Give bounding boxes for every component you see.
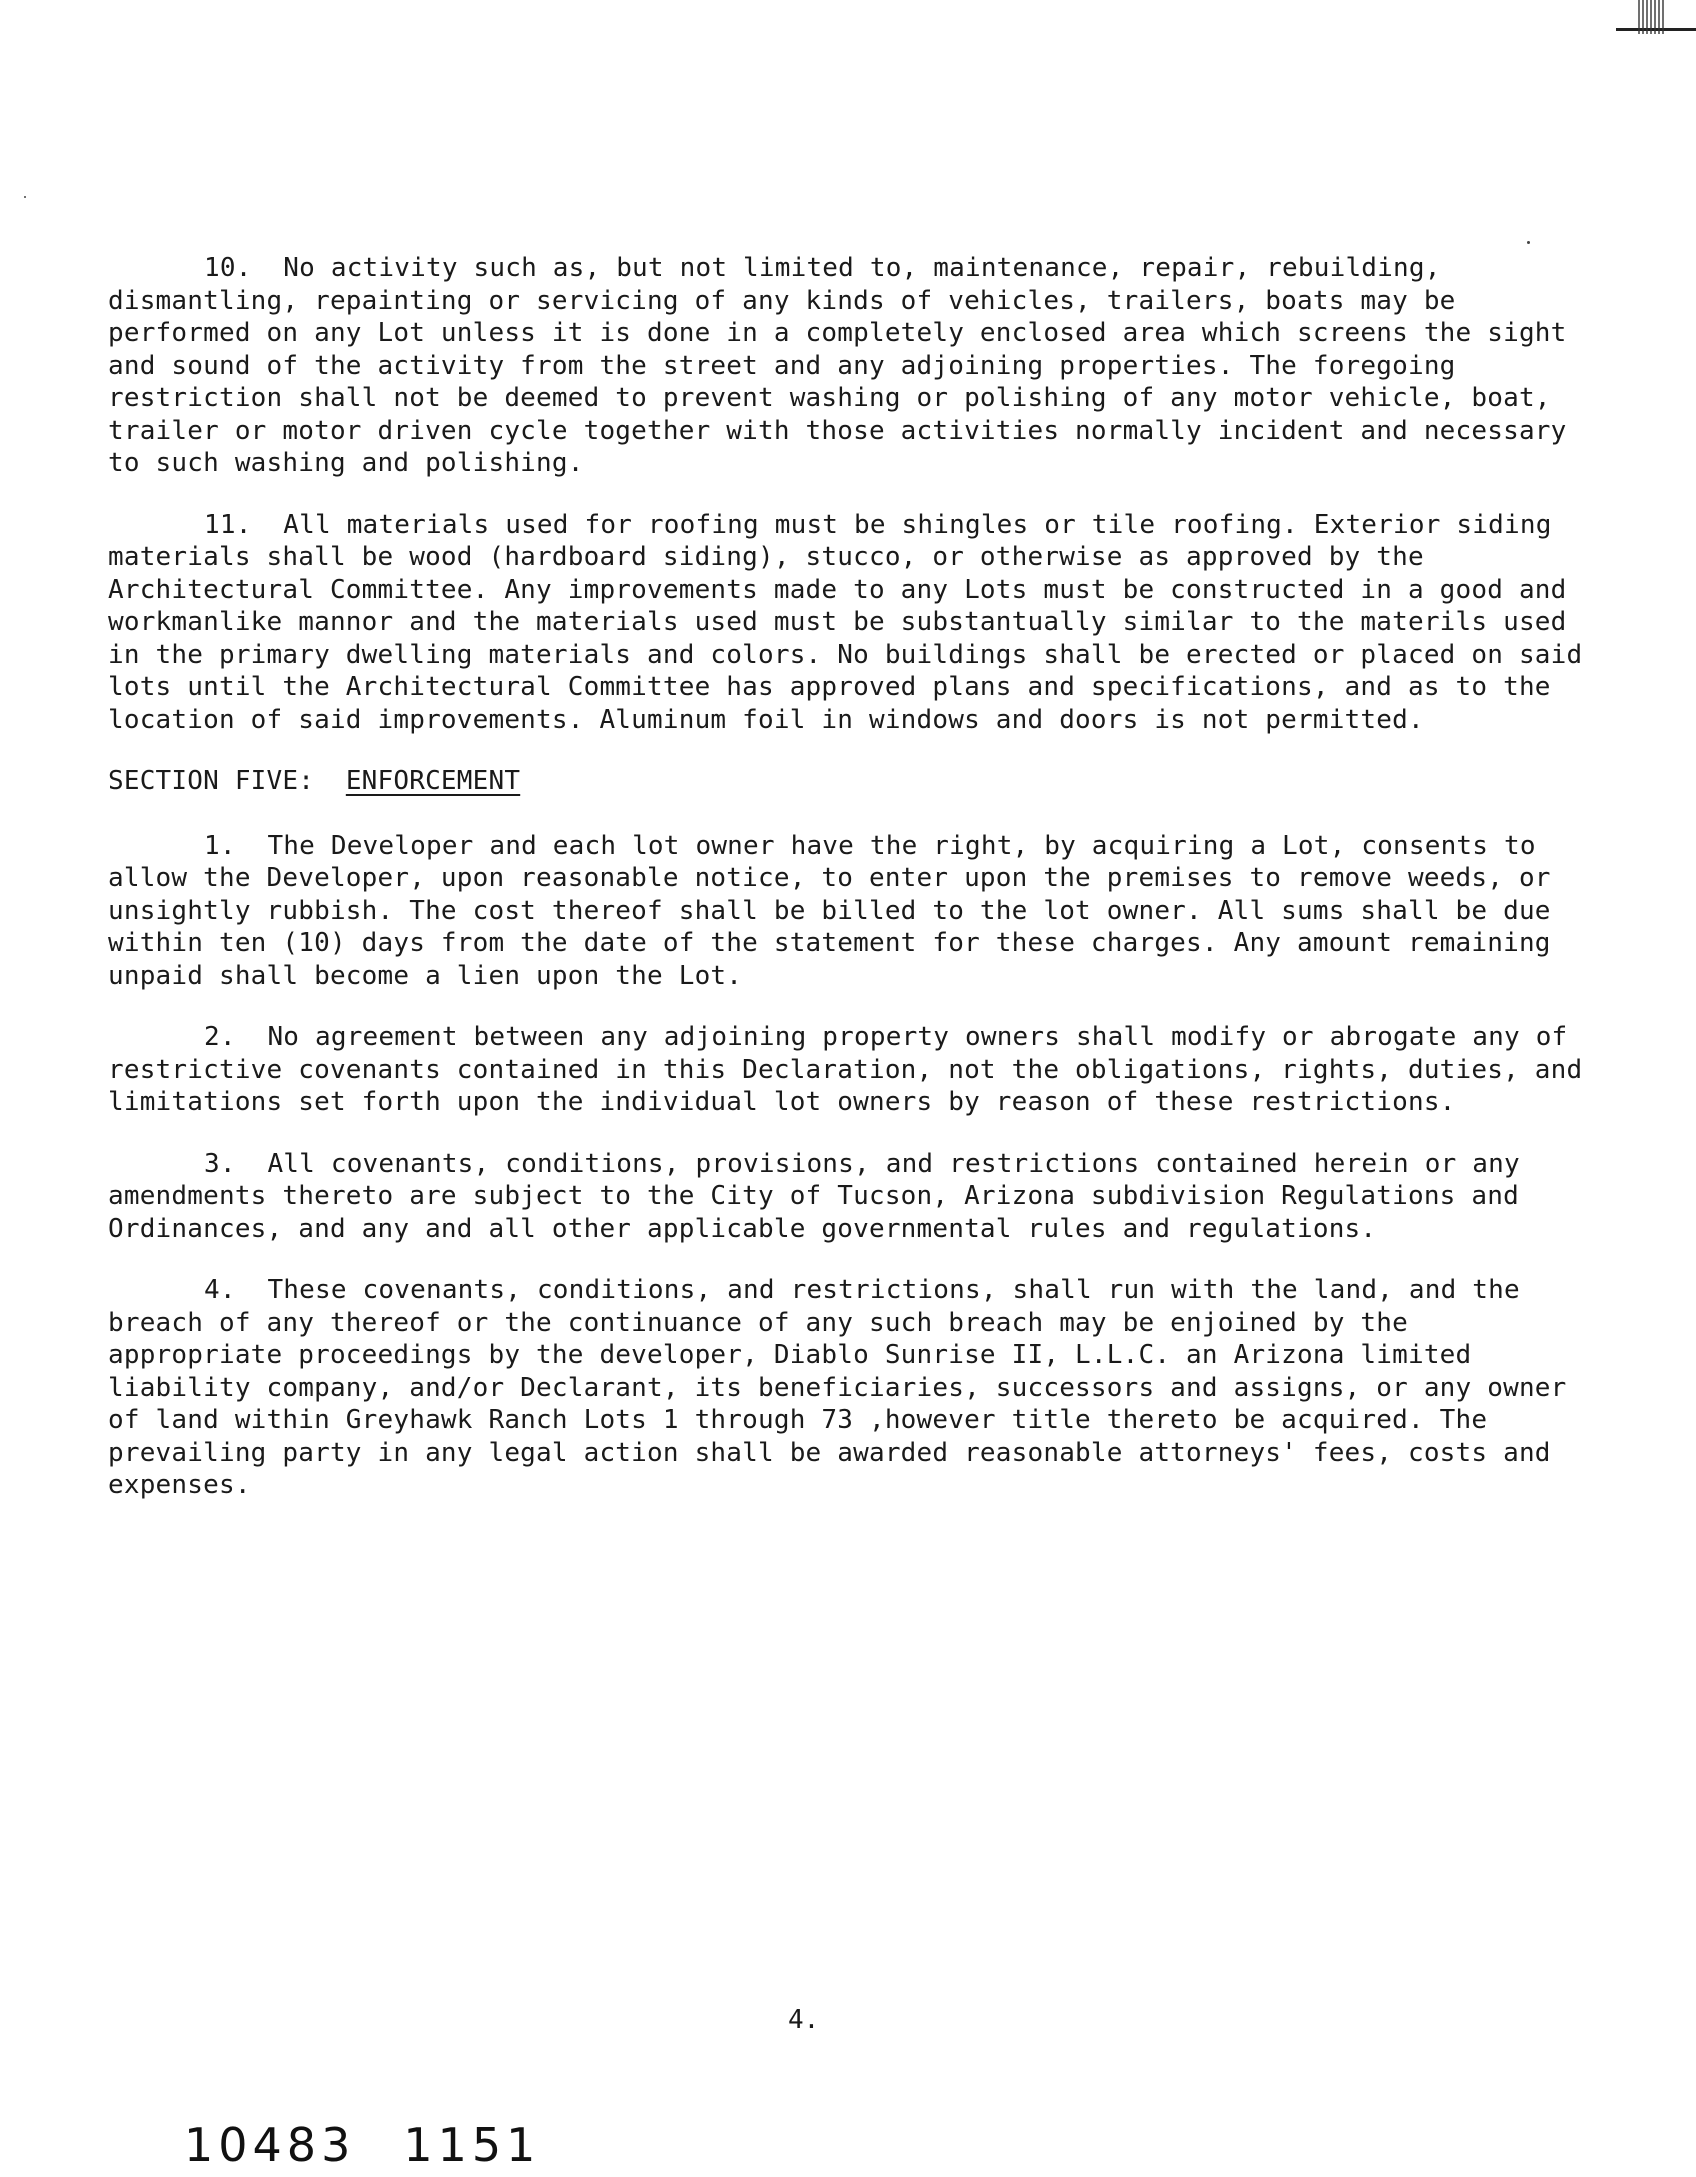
paragraph-number: 1. [204, 830, 236, 861]
paragraph-number: 3. [204, 1148, 236, 1179]
enforcement-paragraph-3 [108, 1148, 1598, 1246]
paragraph-number: 2. [204, 1022, 236, 1052]
paragraph-text: The Developer and each lot owner have the right, by acquiring a Lot, consents to allow the Developer, upon reasonable notice, to enter upon the premises to remove weeds, or unsightly rubbish. The cost thereof shall be billed to the lot owner. All sums shall be due within ten (10) days from the date of the statement for these charges. Any amount remaining unpaid shall become a lien upon the Lot. [108, 830, 1551, 991]
paragraph-text: All materials used for roofing must be shingles or tile roofing. Exterior siding materials shall be wood (hardboard siding), stucco, or otherwise as approved by the Architectural Committee. Any improvements made to any Lots must be constructed in a good and workmanlike mannor and the materials used must be substantually similar to the materils used in the primary dwelling materials and colors. No buildings shall be erected or placed on said lots until the Architectural Committee has approved plans and specifications, and as to the location of said improvements. Aluminum foil in windows and doors is not permitted. [108, 509, 1583, 735]
scan-edge-tick [1638, 0, 1666, 34]
stamp-page-number: 1151 [403, 2118, 541, 2172]
enforcement-paragraph-1 [108, 830, 1598, 993]
scan-speck [1527, 241, 1530, 244]
scan-speck [24, 196, 26, 198]
enforcement-paragraph-2 [108, 1021, 1598, 1119]
docket-number: 10483 [184, 2118, 356, 2172]
paragraph-10 [108, 252, 1598, 480]
paragraph-text: No activity such as, but not limited to, maintenance, repair, rebuilding, dismantling, repainting or servicing of any kinds of vehicles, trailers, boats may be performed on any Lot unless it is done in a completely enclosed area which screens the sight and sound of the activity from the street and any adjoining properties. The foregoing restriction shall not be deemed to prevent washing or polishing of any motor vehicle, boat, trailer or motor driven cycle together with those activities normally incident and necessary to such washing and polishing. [108, 253, 1567, 478]
paragraph-number: 11. [204, 509, 252, 540]
recording-stamp [184, 2118, 540, 2172]
paragraph-text: No agreement between any adjoining property owners shall modify or abrogate any of restrictive covenants contained in this Declaration, not the obligations, rights, duties, and limitations set forth upon the individual lot owners by reason of these restrictions. [108, 1022, 1583, 1117]
paragraph-number: 10. [204, 253, 252, 283]
enforcement-paragraph-4 [108, 1274, 1598, 1502]
document-body [108, 252, 1598, 1531]
page-number: 4. [788, 2005, 820, 2035]
section-title: ENFORCEMENT [345, 766, 521, 796]
paragraph-text: All covenants, conditions, provisions, and restrictions contained herein or any amendments thereto are subject to the City of Tucson, Arizona subdivision Regulations and Ordinances, and any and all other applicable governmental rules and regulations. [108, 1148, 1520, 1244]
paragraph-number: 4. [204, 1275, 236, 1305]
section-heading [108, 765, 1598, 798]
paragraph-text: These covenants, conditions, and restrictions, shall run with the land, and the breach of any thereof or the continuance of any such breach may be enjoined by the appropriate proceedings by the developer, Diablo Sunrise II, L.L.C. an Arizona limited liability company, and/or Declarant, its beneficiaries, successors and assigns, or any owner of land within Greyhawk Ranch Lots 1 through 73 ,however title thereto be acquired. The prevailing party in any legal action shall be awarded reasonable attorneys' fees, costs and expenses. [108, 1275, 1567, 1500]
paragraph-11 [108, 509, 1598, 737]
section-label: SECTION FIVE: [108, 766, 315, 796]
